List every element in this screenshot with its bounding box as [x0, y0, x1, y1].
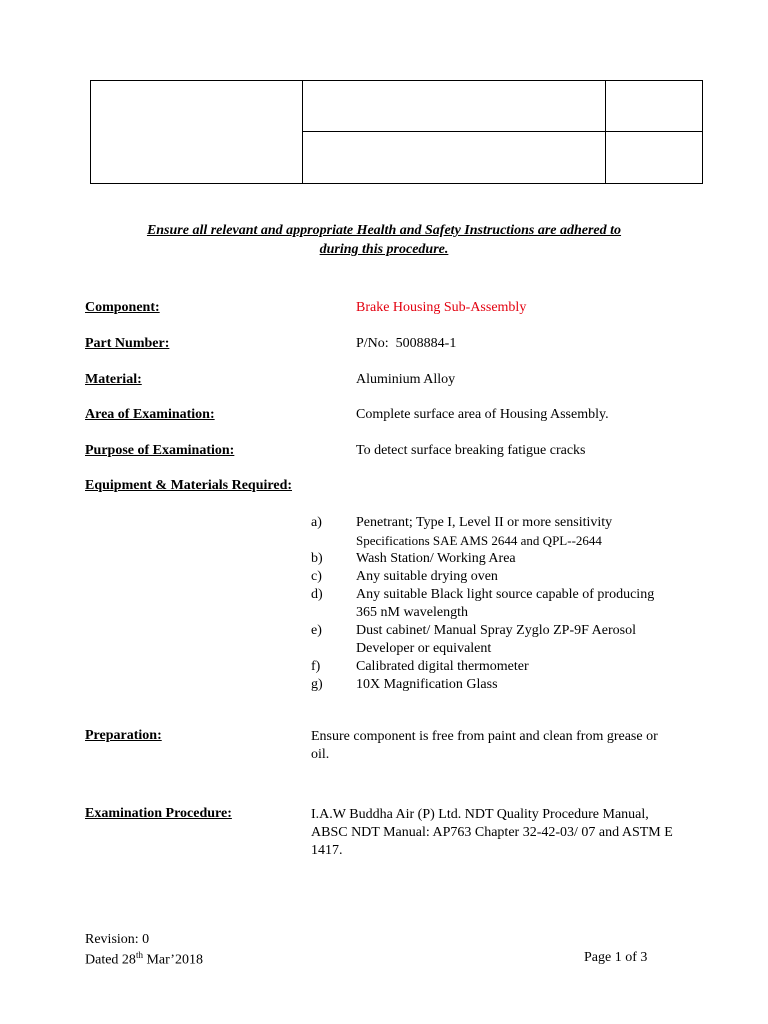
list-item-text: Penetrant; Type I, Level II or more sensitivity: [356, 515, 613, 530]
procedure-line3: 1417.: [311, 843, 343, 858]
footer-revision: Revision: 0: [85, 932, 150, 947]
header-logo-cell: [91, 81, 303, 184]
preparation-text: [311, 728, 711, 764]
list-item-text: Any suitable Black light source capable of producing: [356, 587, 655, 602]
header-subtitle-cell: [303, 132, 606, 184]
preparation-label: Preparation:: [85, 728, 162, 743]
procedure-text: [311, 806, 721, 860]
list-item-text: Wash Station/ Working Area: [356, 551, 516, 566]
list-item-text: 365 nM wavelength: [356, 605, 468, 620]
part-number-label: Part Number:: [85, 336, 170, 351]
safety-warning-line2: during this procedure.: [319, 242, 449, 257]
list-item: [311, 622, 711, 658]
list-item: [311, 550, 711, 568]
list-item-text: Developer or equivalent: [356, 641, 492, 656]
header-ref-cell: [606, 81, 703, 132]
procedure-label: Examination Procedure:: [85, 806, 232, 821]
component-value: Brake Housing Sub-Assembly: [356, 300, 527, 315]
equipment-label: Equipment & Materials Required:: [85, 478, 293, 493]
list-item-letter: e): [311, 623, 322, 638]
footer-dated-suffix: Mar’2018: [142, 952, 203, 968]
header-table: [90, 80, 703, 184]
footer-dated-sup: th: [135, 950, 143, 960]
safety-warning-line1: Ensure all relevant and appropriate Health and Safety Instructions are adhered to: [146, 223, 622, 238]
purpose-label: Purpose of Examination:: [85, 443, 235, 458]
list-item: [311, 676, 711, 694]
purpose-value: To detect surface breaking fatigue cracks: [356, 443, 586, 458]
list-item-text: Any suitable drying oven: [356, 569, 498, 584]
footer-dated: [85, 950, 203, 969]
preparation-line2: oil.: [311, 747, 330, 762]
list-item-letter: b): [311, 551, 323, 566]
list-item: [311, 568, 711, 586]
procedure-line1: I.A.W Buddha Air (P) Ltd. NDT Quality Procedure Manual,: [311, 807, 649, 822]
header-title-cell: [303, 81, 606, 132]
list-item-letter: a): [311, 515, 322, 530]
equipment-list: [311, 514, 711, 694]
component-label: Component:: [85, 300, 160, 315]
procedure-line2: ABSC NDT Manual: AP763 Chapter 32-42-03/ 07 and ASTM E: [311, 825, 673, 840]
material-label: Material:: [85, 372, 142, 387]
list-item-text: Specifications SAE AMS 2644 and QPL--2644: [356, 533, 602, 548]
area-value: Complete surface area of Housing Assembly.: [356, 407, 609, 422]
header-issue-cell: [606, 132, 703, 184]
list-item-letter: c): [311, 569, 322, 584]
list-item: [311, 586, 711, 622]
area-label: Area of Examination:: [85, 407, 215, 422]
list-item: [311, 514, 711, 550]
list-item-text: Calibrated digital thermometer: [356, 659, 529, 674]
list-item-text: 10X Magnification Glass: [356, 677, 498, 692]
safety-warning: [90, 221, 678, 259]
footer-page-number: Page 1 of 3: [584, 950, 648, 965]
list-item-letter: g): [311, 677, 323, 692]
part-number-value: P/No: 5008884-1: [356, 336, 457, 351]
preparation-line1: Ensure component is free from paint and clean from grease or: [311, 729, 658, 744]
list-item-text: Dust cabinet/ Manual Spray Zyglo ZP-9F Aerosol: [356, 623, 636, 638]
list-item: [311, 658, 711, 676]
material-value: Aluminium Alloy: [356, 372, 456, 387]
list-item-letter: f): [311, 659, 321, 674]
footer-dated-prefix: Dated 28: [85, 952, 136, 968]
list-item-letter: d): [311, 587, 323, 602]
